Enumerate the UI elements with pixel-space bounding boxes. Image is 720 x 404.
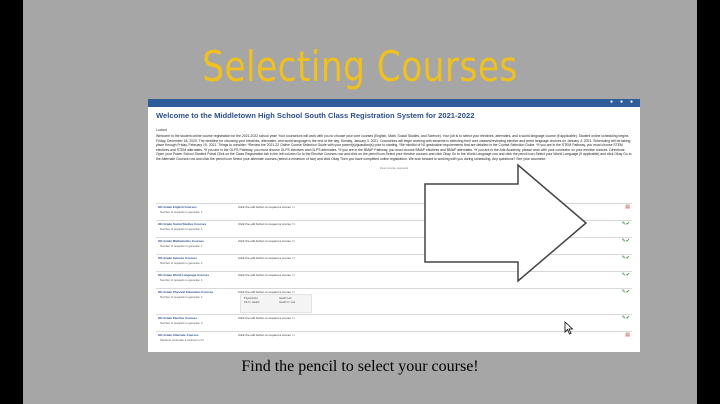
pe-col1-value: PE 9 / Health xyxy=(244,301,260,304)
section-request-count: Number of requests to generate: 1 xyxy=(160,295,203,299)
slide-caption: Find the pencil to select your course! xyxy=(241,358,479,375)
doc-icon[interactable]: ▤ xyxy=(625,204,630,210)
check-icon: ✔ xyxy=(625,255,630,261)
pencil-icon[interactable]: ✎ xyxy=(621,315,626,321)
page-subheading: Locked xyxy=(156,128,167,132)
edit-prompt: Click the edit button to request a course >> xyxy=(238,256,296,260)
check-icon: ✔ xyxy=(625,238,630,244)
edit-prompt: Click the edit button to request a course >> xyxy=(238,273,296,277)
user-icon[interactable]: ● xyxy=(630,99,634,105)
pe-col2-label: Health Lab xyxy=(279,297,292,300)
right-arrow-shape xyxy=(425,165,586,281)
pe-col1-label: Physical Ed xyxy=(244,297,258,300)
section-request-count: Number of requests to generate: 2 xyxy=(160,321,203,325)
section-name: 9th Grade World Language Courses xyxy=(158,273,210,277)
view-requests-link[interactable]: View course requests xyxy=(379,165,409,170)
section-request-count: Number of requests to generate: 1 xyxy=(160,278,203,282)
section-name: 9th Grade Mathematics Courses xyxy=(158,239,204,243)
check-icon: ✔ xyxy=(625,289,630,295)
pencil-icon[interactable]: ✎ xyxy=(621,255,626,261)
check-icon: ✔ xyxy=(625,315,630,321)
section-name: 9th Grade Physical Education Courses xyxy=(158,290,214,294)
section-request-count: Number of requests to generate: 1 xyxy=(160,244,203,248)
arrow-annotation xyxy=(23,0,697,404)
section-request-count: Number of requests to generate: 1 xyxy=(160,210,203,214)
section-name: 9th Grade Elective Courses xyxy=(158,316,198,320)
edit-prompt: Click the edit button to request a course >> xyxy=(238,333,296,337)
section-request-count: Number of requests to generate: 1 xyxy=(160,261,203,265)
pencil-icon[interactable]: ✎ xyxy=(621,272,626,278)
edit-prompt: Click the edit button to request a course >> xyxy=(238,205,296,209)
section-name: 9th Grade Science Courses xyxy=(158,256,198,260)
help-icon[interactable]: ● xyxy=(610,99,614,105)
intro-text: Welcome to the student online course registration for the 2021-2022 school year! Your counselors will work with you to choose your core courses (English, Math, Social Studies, and Science). Your job is to select your electives, alternates, and a world language course (if applicable). Student online scheduling begins Friday, December 18, 2020. The deadline for choosing your electives, alternates, and world language is the end of the day, Sunday, January 3, 2021. Counselors will begin working with students in selecting their core classes/reviewing elective and world language choices on January 4, 2021. Scheduling will be taking place through Friday, February 19, 2021. Things to consider: *Review the 2021-22 Online Course Selection Guide with your parent(s)/guardian(s) prior to starting. *Be mindful of NJ graduation requirements that are detailed in the Course Selection Guide. *If you are in the STEM Pathway, you must choose STEM electives and STEM alternates. *If you are in the GLPS Pathway, you must choose GLPS electives and GLPS alternates. *If you are in the BMAP Pathway, you must choose BMAP electives and BMAP alternates. *If you are in the Arts Academy, please work with your counselor on your elective choices. Directions: Open your Power School Student Portal Click on the Class Registration tab in the left column Go to the Elective Courses row and click on the pencil icon Select your elective courses and click Okay Go to the World Language row and click the pencil icon Select your World Language (if applicable) and click Okay Go to the Alternate Courses row and click the pencil icon Select your alternate courses (select a minimum of two) and click Okay Then you have completed online registration. We look forward to working with you during scheduling. Any questions? See your counselor. xyxy=(156,134,632,161)
slide-title: Selecting Courses xyxy=(202,42,518,91)
slide-background xyxy=(23,0,697,404)
section-request-count: Number of requests to generate: 1 xyxy=(160,227,203,231)
pe-col2-value: Health 9 / Lab xyxy=(279,301,296,304)
mouse-cursor-icon xyxy=(564,321,574,335)
pencil-icon[interactable]: ✎ xyxy=(621,289,626,295)
check-icon: ✔ xyxy=(625,272,630,278)
section-name: 9th Grade Alternate Courses xyxy=(158,333,199,337)
page-heading: Welcome to the Middletown High School South Class Registration System for 2021-2022 xyxy=(156,111,475,120)
settings-icon[interactable]: ● xyxy=(620,99,624,105)
edit-prompt: Click the edit button to request a course >> xyxy=(238,316,296,320)
edit-prompt: Click the edit button to request a course >> xyxy=(238,222,296,226)
section-request-count: Students must take a minimum of 2 xyxy=(160,338,204,342)
pencil-icon[interactable]: ✎ xyxy=(621,221,626,227)
section-name: 9th Grade Social Studies Courses xyxy=(158,222,207,226)
check-icon: ✔ xyxy=(625,221,630,227)
doc-icon[interactable]: ▤ xyxy=(625,332,630,338)
edit-prompt: Click the edit button to request a course >> xyxy=(238,290,296,294)
section-name: 9th Grade English Courses xyxy=(158,205,197,209)
pencil-icon[interactable]: ✎ xyxy=(621,238,626,244)
edit-prompt: Click the edit button to request a course >> xyxy=(238,239,296,243)
